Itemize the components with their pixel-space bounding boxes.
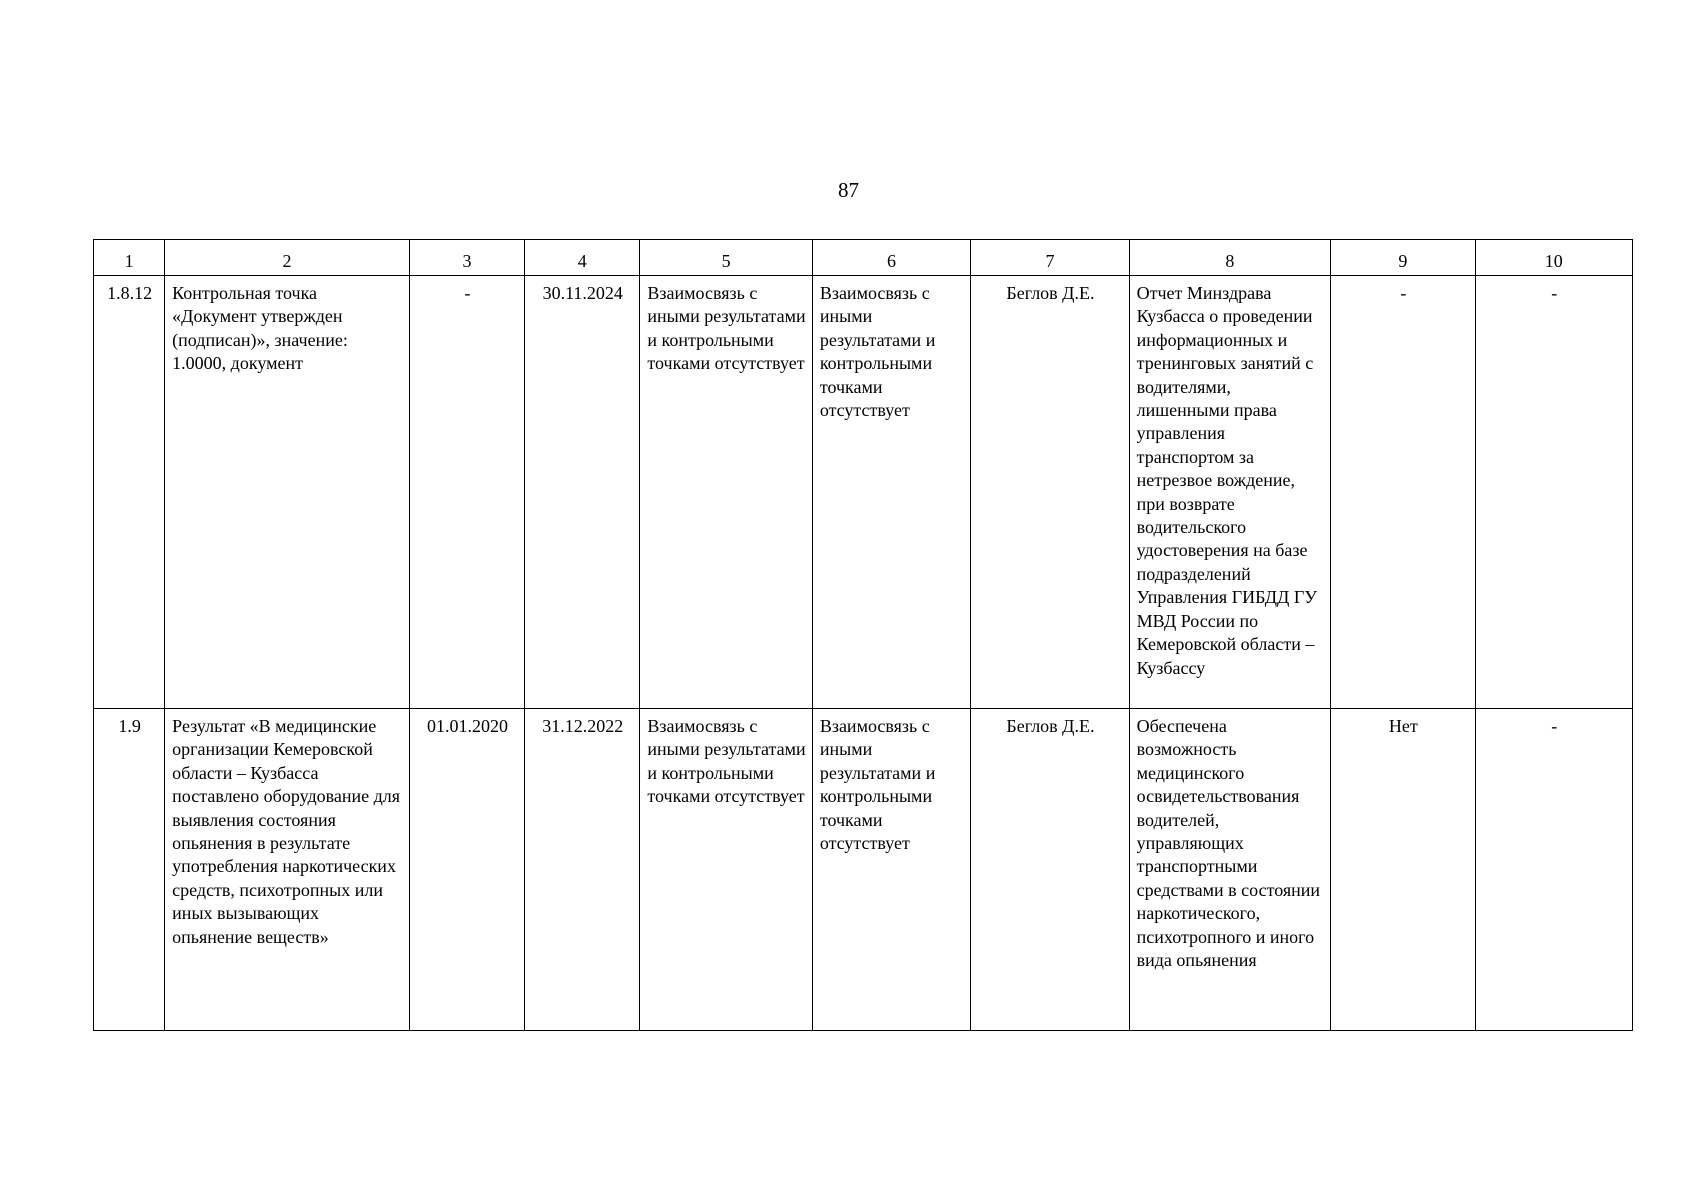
cell-relation-5: Взаимосвязь с иными результатами и контрольными точками отсутствует xyxy=(640,709,812,1031)
cell-end-date: 31.12.2022 xyxy=(525,709,640,1031)
cell-col-10: - xyxy=(1475,276,1632,709)
header-col-3: 3 xyxy=(409,240,524,276)
cell-number: 1.8.12 xyxy=(94,276,165,709)
cell-result-description: Обеспечена возможность медицинского освидетельствования водителей, управляющих транспортными средствами в состоянии наркотического, психотропного и иного вида опьянения xyxy=(1129,709,1331,1031)
header-col-6: 6 xyxy=(812,240,970,276)
cell-name: Контрольная точка «Документ утвержден (подписан)», значение: 1.0000, документ xyxy=(165,276,410,709)
cell-start-date: - xyxy=(409,276,524,709)
cell-end-date: 30.11.2024 xyxy=(525,276,640,709)
header-col-9: 9 xyxy=(1331,240,1475,276)
page-number: 87 xyxy=(838,178,859,202)
cell-col-10: - xyxy=(1475,709,1632,1031)
header-col-1: 1 xyxy=(94,240,165,276)
cell-name: Результат «В медицинские организации Кемеровской области – Кузбасса поставлено оборудование для выявления состояния опьянения в результате употребления наркотических средств, психотропных или иных вызывающих опьянение веществ» xyxy=(165,709,410,1031)
header-col-10: 10 xyxy=(1475,240,1632,276)
cell-col-9: - xyxy=(1331,276,1475,709)
table-header-row xyxy=(94,240,1633,276)
cell-responsible: Беглов Д.Е. xyxy=(971,276,1129,709)
cell-relation-6: Взаимосвязь с иными результатами и контрольными точками отсутствует xyxy=(812,709,970,1031)
cell-relation-5: Взаимосвязь с иными результатами и контрольными точками отсутствует xyxy=(640,276,812,709)
cell-result-description: Отчет Минздрава Кузбасса о проведении информационных и тренинговых занятий с водителями, лишенными права управления транспортом за нетрезвое вождение, при возврате водительского удостоверения на базе подразделений Управления ГИБДД ГУ МВД России по Кемеровской области – Кузбассу xyxy=(1129,276,1331,709)
table-row xyxy=(94,276,1633,709)
header-col-4: 4 xyxy=(525,240,640,276)
header-col-8: 8 xyxy=(1129,240,1331,276)
cell-col-9: Нет xyxy=(1331,709,1475,1031)
cell-responsible: Беглов Д.Е. xyxy=(971,709,1129,1031)
header-col-5: 5 xyxy=(640,240,812,276)
cell-relation-6: Взаимосвязь с иными результатами и контрольными точками отсутствует xyxy=(812,276,970,709)
document-table xyxy=(93,239,1633,1031)
header-col-7: 7 xyxy=(971,240,1129,276)
header-col-2: 2 xyxy=(165,240,410,276)
table-row xyxy=(94,709,1633,1031)
cell-number: 1.9 xyxy=(94,709,165,1031)
cell-start-date: 01.01.2020 xyxy=(409,709,524,1031)
